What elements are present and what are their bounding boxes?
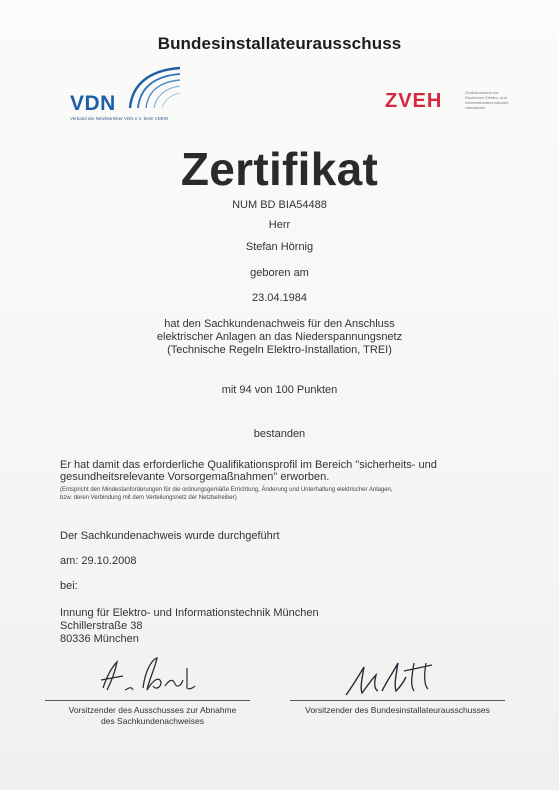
profile-note-line: bzw. deren Verbindung mit dem Verteilungsnetz der Netzbetreiber) [60,495,237,501]
qualification-profile [60,459,480,483]
vdn-logo [70,64,200,124]
right-signature-caption: Vorsitzender des Bundesinstallateurausschusses [305,705,490,715]
statement-line: elektrischer Anlagen an das Niederspannungsnetz [156,331,403,343]
signature-line-left [45,700,250,701]
birth-label: geboren am [250,267,309,279]
issuer-title: Bundesinstallateurausschuss [157,34,402,53]
exam-date: am: 29.10.2008 [60,555,137,567]
caption-line: Vorsitzender des Ausschusses zur Abnahme [68,705,237,715]
institution-address [60,607,319,646]
left-signature [95,650,205,700]
score: mit 94 von 100 Punkten [221,384,338,396]
birth-date: 23.04.1984 [251,292,308,304]
salutation: Herr [268,219,291,231]
result: bestanden [253,428,306,440]
profile-note [60,486,500,502]
zveh-subtitle: Zentralverband der Deutschen Elektro- und Informationstechnischen Handwerke [465,90,509,110]
statement [0,318,559,357]
conducted-text: Der Sachkundenachweis wurde durchgeführt [60,530,280,542]
left-signature-caption [45,705,260,727]
profile-note-line: (Entspricht den Mindestanforderungen für die ordnungsgemäße Errichtung, Änderung und Unterhaltung elektrischer Anlagen, [60,487,393,493]
caption-line: des Sachkundenachweises [100,716,204,726]
vdn-subtitle: Verband der Netzbetreiber VDN e.V. beim VDEW [70,116,169,121]
location-label: bei: [60,580,78,592]
right-signature [340,657,440,701]
certificate-title: Zertifikat [180,143,379,195]
institution-name: Innung für Elektro- und Informationstechnik München [60,607,319,619]
vdn-wordmark: VDN [70,92,116,115]
signature-line-right [290,700,505,701]
statement-line: (Technische Regeln Elektro-Installation, TREI) [167,344,392,356]
profile-line: Er hat damit das erforderliche Qualifikationsprofil im Bereich "sicherheits- und [60,459,437,471]
institution-street: Schillerstraße 38 [60,620,143,632]
statement-line: hat den Sachkundenachweis für den Anschluss [164,318,395,330]
zveh-wordmark: ZVEH [385,90,443,112]
institution-city: 80336 München [60,633,139,645]
zveh-logo [385,88,515,118]
certificate-number: NUM BD BIA54488 [232,199,327,211]
vdn-arcs-icon [120,64,190,110]
profile-line: gesundheitsrelevante Vorsorgemaßnahmen" erworben. [60,471,330,483]
holder-name: Stefan Hörnig [245,241,314,253]
